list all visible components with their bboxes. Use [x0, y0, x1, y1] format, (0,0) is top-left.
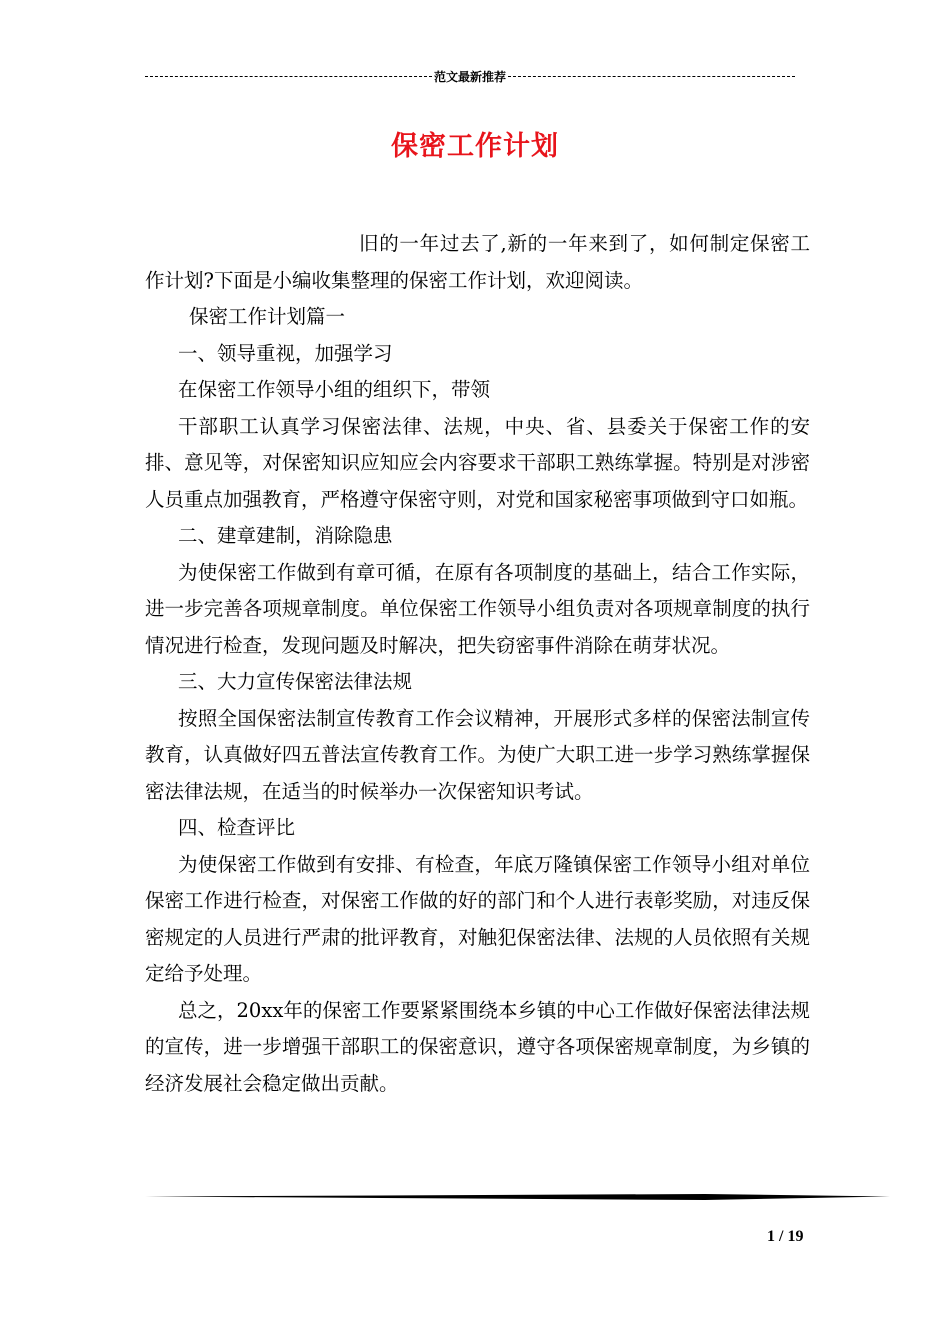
footer-divider — [145, 1194, 890, 1200]
paragraph-1b: 干部职工认真学习保密法律、法规，中央、省、县委关于保密工作的安排、意见等，对保密知识应知应会内容要求干部职工熟练掌握。特别是对涉密人员重点加强教育，严格遵守保密守则，对党和国家秘密事项做到守口如瓶。 — [145, 414, 810, 511]
document-body — [145, 226, 810, 1102]
paragraph-3: 按照全国保密法制宣传教育工作会议精神，开展形式多样的保密法制宣传教育，认真做好四五普法宣传教育工作。为使广大职工进一步学习熟练掌握保密法律法规，在适当的时候举办一次保密知识考试。 — [145, 706, 810, 803]
header-label: 范文最新推荐 — [434, 69, 507, 84]
paragraph-conclusion: 总之，20xx年的保密工作要紧紧围绕本乡镇的中心工作做好保密法律法规的宣传，进一步增强干部职工的保密意识，遵守各项保密规章制度，为乡镇的经济发展社会稳定做出贡献。 — [145, 998, 810, 1095]
heading-4: 四、检查评比 — [178, 816, 296, 839]
heading-1: 一、领导重视，加强学习 — [178, 341, 393, 365]
intro-paragraph: 旧的一年过去了,新的一年来到了，如何制定保密工作计划?下面是小编收集整理的保密工作计划，欢迎阅读。 — [145, 232, 810, 292]
section-subtitle: 保密工作计划篇一 — [189, 305, 346, 328]
heading-3: 三、大力宣传保密法律法规 — [178, 670, 413, 693]
heading-2: 二、建章建制，消除隐患 — [178, 524, 393, 547]
document-title: 保密工作计划 — [391, 131, 559, 162]
header-dash-right — [508, 76, 795, 77]
paragraph-4: 为使保密工作做到有安排、有检查，年底万隆镇保密工作领导小组对单位保密工作进行检查，对保密工作做的好的部门和个人进行表彰奖励，对违反保密规定的人员进行严肃的批评教育，对触犯保密法律、法规的人员依照有关规定给予处理。 — [145, 852, 810, 985]
page-number: 1 / 19 — [767, 1228, 804, 1245]
header-dash-left — [145, 76, 432, 77]
page-header — [145, 64, 795, 88]
paragraph-2: 为使保密工作做到有章可循，在原有各项制度的基础上，结合工作实际，进一步完善各项规章制度。单位保密工作领导小组负责对各项规章制度的执行情况进行检查，发现问题及时解决，把失窃密事件消除在萌芽状况。 — [145, 560, 810, 657]
paragraph-1a: 在保密工作领导小组的组织下，带领 — [178, 378, 491, 401]
